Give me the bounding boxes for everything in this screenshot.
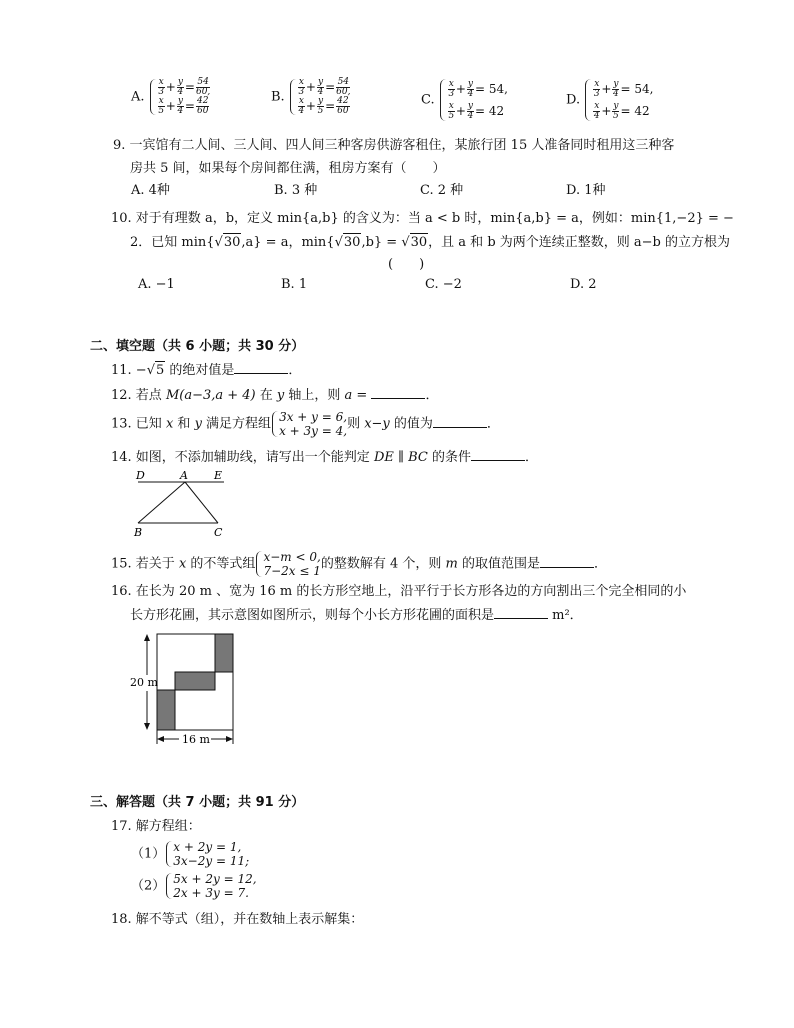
fraction xyxy=(317,78,324,97)
denominator: 3 xyxy=(298,87,305,97)
denominator: 60, xyxy=(336,87,351,97)
equation-system xyxy=(165,840,249,868)
fraction xyxy=(158,78,165,97)
q10-answer-paren: ( ) xyxy=(388,257,425,272)
fraction xyxy=(467,80,474,99)
fraction xyxy=(612,80,619,99)
numerator: y xyxy=(317,96,324,106)
text: 10. 对于有理数 xyxy=(111,211,205,226)
option-label: D. xyxy=(566,92,581,108)
inequality-system xyxy=(255,550,320,578)
section-title-solutions: 三、解答题（共 7 小题；共 91 分） xyxy=(90,795,305,810)
answer-blank[interactable] xyxy=(471,448,525,461)
text: 则 xyxy=(347,416,365,432)
q10-option-a[interactable]: A. −1 xyxy=(138,277,175,292)
q16-line2 xyxy=(130,606,583,625)
fraction xyxy=(196,78,210,97)
q13 xyxy=(111,410,500,438)
q18: 18. 解不等式（组），并在数轴上表示解集： xyxy=(111,912,364,927)
denominator: 5 xyxy=(317,106,324,116)
answer-blank[interactable] xyxy=(433,415,487,428)
fraction xyxy=(336,97,349,116)
text: 11. − xyxy=(111,363,147,378)
section-title-fill-in: 二、填空题（共 6 小题；共 30 分） xyxy=(90,339,305,354)
denominator: 3 xyxy=(158,87,165,97)
math: x xyxy=(178,556,187,572)
denominator: 4 xyxy=(177,106,184,116)
operator: + xyxy=(305,99,316,113)
fraction xyxy=(593,80,600,99)
numerator: 42 xyxy=(196,96,209,106)
answer-blank[interactable] xyxy=(494,606,548,619)
operator: = xyxy=(184,80,195,94)
operator: + xyxy=(601,82,612,96)
text: m²． xyxy=(548,608,583,623)
q9-option-b[interactable]: B. 3 种 xyxy=(274,183,318,198)
math: m xyxy=(445,556,458,572)
q10-line1 xyxy=(111,210,734,228)
flowerbed-2 xyxy=(175,672,215,690)
q9-line1: 9. 一宾馆有二人间、三人间、四人间三种客房供游客租住，某旅行团 15 人准备同时租用这三种客 xyxy=(113,138,675,153)
width-label: 16 m xyxy=(182,733,210,746)
numerator: x xyxy=(158,96,164,106)
inequality-line: x−m < 0, xyxy=(263,550,321,564)
q10-line2 xyxy=(130,233,730,252)
q17-part2 xyxy=(131,872,257,900)
text: ． xyxy=(594,556,608,572)
q15 xyxy=(111,550,607,578)
denominator: 60 xyxy=(337,106,349,116)
fraction xyxy=(158,97,165,116)
numerator: x xyxy=(158,77,164,87)
q10-option-b[interactable]: B. 1 xyxy=(281,277,308,292)
q8-option-c[interactable] xyxy=(421,78,508,122)
equation-line: x + 3y = 4, xyxy=(279,424,348,438)
fraction xyxy=(448,80,455,99)
equation-rhs: = 42 xyxy=(475,104,505,118)
flowerbed-3 xyxy=(215,634,233,672)
denominator: 3 xyxy=(448,89,455,99)
triangle-figure xyxy=(128,468,238,540)
operator: + xyxy=(601,104,612,118)
fraction xyxy=(467,102,474,121)
q8-option-b[interactable] xyxy=(271,78,351,116)
denominator: 4 xyxy=(298,106,305,116)
denominator: 4 xyxy=(467,89,474,99)
q9-option-c[interactable]: C. 2 种 xyxy=(420,183,464,198)
math: DE ∥ BC xyxy=(373,450,428,465)
text: 的条件 xyxy=(427,450,472,465)
sqrt-sign: √ xyxy=(214,235,223,250)
numerator: y xyxy=(467,79,473,89)
inequality-line: 7−2x ≤ 1 xyxy=(263,564,321,578)
text: 的不等式组 xyxy=(186,556,256,572)
flowerbed-1 xyxy=(157,690,175,730)
label-c: C xyxy=(214,526,223,539)
math: M(a−3,a + 4) xyxy=(165,388,256,403)
operator: + xyxy=(455,82,466,96)
numerator: x xyxy=(594,79,600,89)
arrowhead-down xyxy=(144,723,150,730)
denominator: 5 xyxy=(158,106,165,116)
arrowhead-left xyxy=(157,736,164,742)
denominator: 5 xyxy=(613,111,619,121)
fraction xyxy=(298,97,305,116)
radicand: 30 xyxy=(223,235,241,250)
q8-option-d[interactable] xyxy=(566,78,653,122)
equation-system xyxy=(271,410,347,438)
text: 的取值范围是 xyxy=(457,556,540,572)
sqrt-sign: √ xyxy=(334,235,343,250)
text: ． xyxy=(288,363,302,378)
text: 14. 如图，不添加辅助线，请写出一个能判定 xyxy=(111,450,374,465)
text: 在 xyxy=(255,388,277,403)
operator: + xyxy=(165,80,176,94)
equation-system xyxy=(584,78,653,122)
numerator: 42 xyxy=(337,96,349,106)
equation-line: 3x−2y = 11; xyxy=(173,854,250,868)
text: 13. 已知 xyxy=(111,416,166,432)
numerator: x xyxy=(298,77,304,87)
q9-line2: 房共 5 间，如果每个房间都住满，租房方案有（ ） xyxy=(130,161,446,176)
text: 和 xyxy=(173,416,195,432)
q8-option-a[interactable] xyxy=(131,78,211,116)
fraction xyxy=(298,78,305,97)
q9-option-a[interactable]: A. 4种 xyxy=(131,183,170,198)
fraction xyxy=(317,97,324,116)
equation-line: x + 2y = 1, xyxy=(173,840,242,854)
fraction xyxy=(177,78,184,97)
numerator: x xyxy=(448,101,454,111)
text: ． xyxy=(486,416,500,432)
numerator: y xyxy=(177,77,183,87)
option-label: A. xyxy=(131,89,145,105)
numerator: y xyxy=(467,101,473,111)
fraction xyxy=(177,97,184,116)
denominator: 5 xyxy=(448,111,455,121)
math: x−y xyxy=(364,416,390,432)
text: 的绝对值是 xyxy=(165,363,235,378)
equation-system xyxy=(289,78,352,116)
q17-heading: 17. 解方程组： xyxy=(111,819,201,834)
equation-line xyxy=(447,100,508,122)
denominator: 60, xyxy=(195,87,211,97)
denominator: 3 xyxy=(593,89,600,99)
text: 的整数解有 4 个，则 xyxy=(320,556,446,572)
q10-option-d[interactable]: D. 2 xyxy=(570,277,597,292)
q9-option-d[interactable]: D. 1种 xyxy=(566,183,606,198)
denominator: 4 xyxy=(317,87,324,97)
numerator: y xyxy=(613,101,619,111)
text: 12. 若点 xyxy=(111,388,166,403)
denominator: 4 xyxy=(593,111,600,121)
fraction xyxy=(612,102,619,121)
fraction xyxy=(448,102,455,121)
denominator: 4 xyxy=(613,89,619,99)
equation-system xyxy=(149,78,212,116)
numerator: y xyxy=(317,77,324,87)
text: 轴上，则 xyxy=(284,388,345,403)
operator: = xyxy=(325,99,336,113)
equation-line xyxy=(157,78,212,97)
numerator: x xyxy=(448,79,454,89)
text: ． xyxy=(425,388,439,403)
text: 15. 若关于 xyxy=(111,556,179,572)
fraction xyxy=(336,78,350,97)
label-e: E xyxy=(214,469,223,482)
equation-line: 3x + y = 6, xyxy=(279,410,348,424)
radicand: 5 xyxy=(156,363,165,378)
text: 满足方程组 xyxy=(201,416,272,432)
label-a: A xyxy=(180,469,188,482)
equation-line: 2x + 3y = 7. xyxy=(173,886,249,900)
equation-system xyxy=(165,872,256,900)
sqrt-sign: √ xyxy=(401,235,410,250)
denominator: 60 xyxy=(196,106,209,116)
operator: + xyxy=(165,99,176,113)
equation-rhs: = 54, xyxy=(620,82,654,96)
math: y xyxy=(276,388,285,403)
equation-system xyxy=(439,78,508,122)
answer-blank[interactable] xyxy=(234,361,288,374)
arrowhead-right xyxy=(226,736,233,742)
option-label: C. xyxy=(421,92,435,108)
q11 xyxy=(111,361,301,380)
answer-blank[interactable] xyxy=(371,386,425,399)
arrowhead-up xyxy=(144,634,150,641)
garden-figure xyxy=(127,628,242,748)
part-label: （2） xyxy=(131,878,166,894)
denominator: 4 xyxy=(177,87,184,97)
label-b: B xyxy=(134,526,143,539)
line-ab xyxy=(138,482,185,523)
height-label: 20 m xyxy=(130,676,158,689)
text: ,a} = a，min{ xyxy=(241,235,335,250)
math: a = xyxy=(344,388,372,403)
operator: + xyxy=(455,104,466,118)
operator: = xyxy=(325,80,336,94)
numerator: x xyxy=(594,101,600,111)
numerator: y xyxy=(177,96,183,106)
radicand: 30 xyxy=(410,235,428,250)
equation-rhs: = 54, xyxy=(475,82,508,96)
line-ac xyxy=(185,482,218,523)
label-d: D xyxy=(136,469,145,482)
equation-line xyxy=(297,97,352,116)
text: ,b} = xyxy=(361,235,402,250)
text: 的值为 xyxy=(389,416,433,432)
equation-line xyxy=(157,97,212,116)
part-label: （1） xyxy=(131,846,166,862)
q14 xyxy=(111,448,538,467)
option-label: B. xyxy=(271,89,285,105)
equation-line: 5x + 2y = 12, xyxy=(173,872,257,886)
numerator: x xyxy=(298,96,304,106)
q16-line1: 16. 在长为 20 m 、宽为 16 m 的长方形空地上，沿平行于长方形各边的方向割出三个完全相同的小 xyxy=(111,584,687,599)
equation-line xyxy=(447,78,508,100)
denominator: 4 xyxy=(467,111,474,121)
math: y xyxy=(194,416,202,432)
fraction xyxy=(593,102,600,121)
text: ． xyxy=(525,450,539,465)
text: ，且 a 和 b 为两个连续正整数，则 a−b 的立方根为 xyxy=(428,235,731,250)
operator: = xyxy=(184,99,195,113)
text: 2．已知 min{ xyxy=(130,235,215,250)
equation-rhs: = 42 xyxy=(620,104,650,118)
numerator: y xyxy=(613,79,619,89)
equation-line xyxy=(297,78,352,97)
equation-line xyxy=(592,78,653,100)
q17-part1 xyxy=(131,840,249,868)
numerator: 54 xyxy=(197,77,209,87)
sqrt-sign: √ xyxy=(146,363,155,378)
math: x xyxy=(165,416,174,432)
text: 长方形花圃，其示意图如图所示，则每个小长方形花圃的面积是 xyxy=(130,608,495,623)
answer-blank[interactable] xyxy=(540,555,594,568)
fraction xyxy=(196,97,209,116)
numerator: 54 xyxy=(337,77,350,87)
equation-line xyxy=(592,100,653,122)
q10-option-c[interactable]: C. −2 xyxy=(425,277,462,292)
operator: + xyxy=(305,80,316,94)
q12 xyxy=(111,386,438,405)
text: a，b，定义 min{a,b} 的含义为：当 a < b 时，min{a,b} = a，例如：min{1,−2} = − xyxy=(204,211,734,226)
radicand: 30 xyxy=(343,235,361,250)
